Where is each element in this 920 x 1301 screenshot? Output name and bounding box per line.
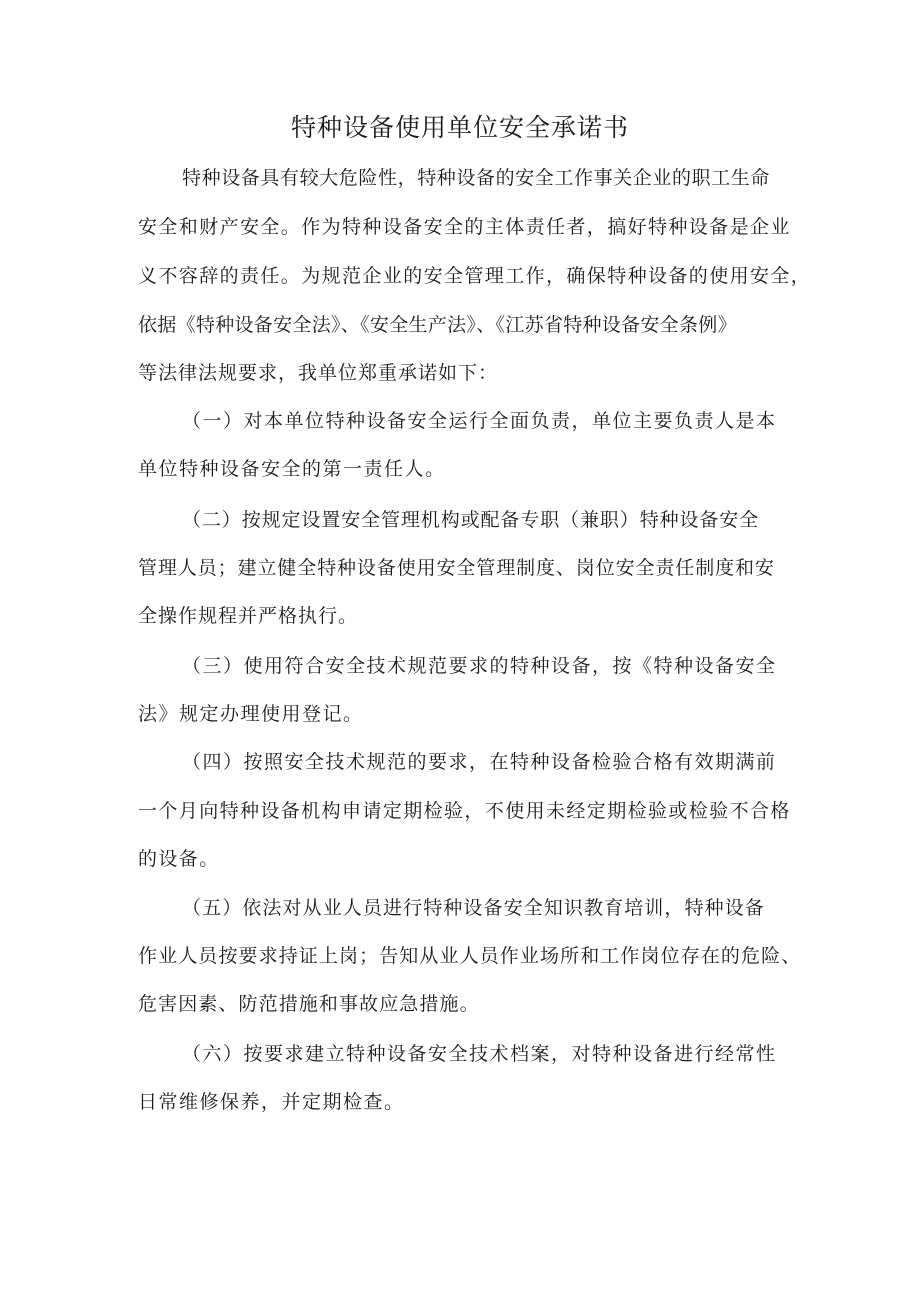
item-line: （六）按要求建立特种设备安全技术档案，对特种设备进行经常性 [182, 1043, 777, 1065]
item-line: 危害因素、防范措施和事故应急措施。 [138, 993, 480, 1015]
document-title: 特种设备使用单位安全承诺书 [290, 113, 629, 142]
item-line: （三）使用符合安全技术规范要求的特种设备，按《特种设备安全 [182, 655, 777, 677]
item-line: （五）依法对从业人员进行特种设备安全知识教育培训，特种设备 [182, 897, 765, 919]
item-line: 管理人员；建立健全特种设备使用安全管理制度、岗位安全责任制度和安 [138, 557, 775, 579]
item-line: 单位特种设备安全的第一责任人。 [138, 458, 446, 480]
item-line: 日常维修保养，并定期检查。 [138, 1091, 405, 1113]
item-line: 作业人员按要求持证上岗；告知从业人员作业场所和工作岗位存在的危险、 [138, 945, 802, 967]
item-line: （二）按规定设置安全管理机构或配备专职（兼职）特种设备安全 [182, 509, 760, 531]
item-line: （四）按照安全技术规范的要求，在特种设备检验合格有效期满前 [182, 751, 777, 773]
item-line: 一个月向特种设备机构申请定期检验，不使用未经定期检验或检验不合格 [138, 800, 791, 822]
intro-line: 义不容辞的责任。为规范企业的安全管理工作，确保特种设备的使用安全， [138, 265, 812, 287]
item-line: 法》规定办理使用登记。 [138, 703, 364, 725]
intro-line: 安全和财产安全。作为特种设备安全的主体责任者，搞好特种设备是企业 [138, 216, 791, 238]
intro-line: 等法律法规要求，我单位郑重承诺如下： [138, 362, 499, 384]
item-line: 的设备。 [138, 848, 220, 870]
item-line: 全操作规程并严格执行。 [138, 605, 359, 627]
intro-line: 依据《特种设备安全法》、《安全生产法》、《江苏省特种设备安全条例》 [138, 314, 737, 336]
item-line: （一）对本单位特种设备安全运行全面负责，单位主要负责人是本 [182, 410, 777, 432]
intro-line: 特种设备具有较大危险性，特种设备的安全工作事关企业的职工生命 [182, 167, 771, 189]
